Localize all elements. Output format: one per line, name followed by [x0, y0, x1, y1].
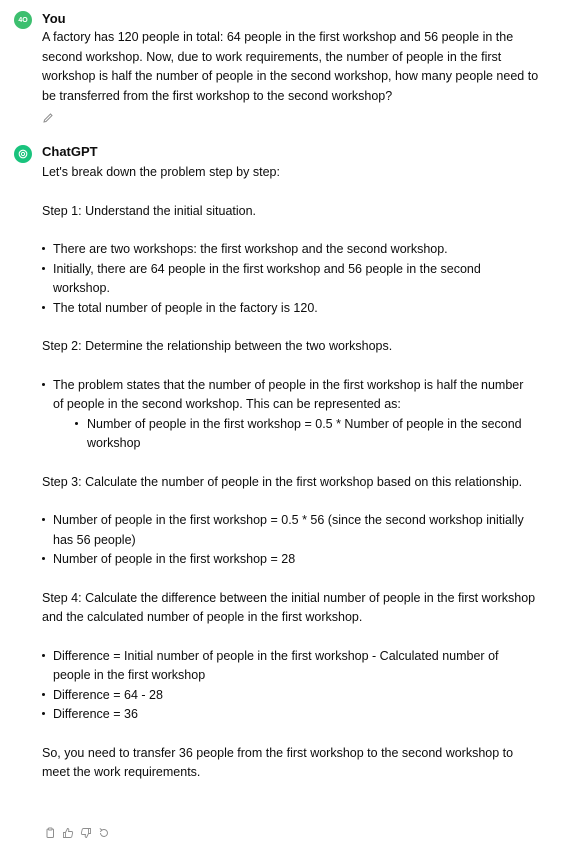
- pencil-icon: [42, 112, 54, 124]
- list-item: Difference = 36: [47, 705, 537, 725]
- user-name: You: [42, 11, 66, 26]
- intro-text: Let's break down the problem step by step:: [42, 165, 280, 179]
- assistant-response: [42, 163, 537, 783]
- regenerate-icon: [98, 827, 110, 839]
- assistant-avatar: [14, 145, 32, 163]
- openai-logo-icon: [17, 148, 29, 160]
- assistant-name: ChatGPT: [42, 144, 98, 159]
- message-actions: [43, 826, 115, 840]
- regenerate-button[interactable]: [97, 826, 111, 840]
- list-item: Number of people in the first workshop = 0.5 * 56 (since the second workshop initially has 56 people): [47, 511, 537, 550]
- conclusion-text: So, you need to transfer 36 people from the first workshop to the second workshop to meet the work requirements.: [42, 745, 514, 779]
- step2-heading: Step 2: Determine the relationship between the two workshops.: [42, 339, 393, 353]
- list-item: Initially, there are 64 people in the first workshop and 56 people in the second workshop.: [47, 260, 537, 299]
- list-item: The total number of people in the factory is 120.: [47, 299, 537, 319]
- list-item-text: The problem states that the number of people in the first workshop is half the number of people in the second workshop. This can be represented as:: [53, 377, 524, 411]
- thumbs-down-icon: [80, 827, 92, 839]
- edit-message-button[interactable]: [42, 112, 54, 124]
- step4-heading: Step 4: Calculate the difference between the initial number of people in the first workshop and the calculated number of people in the first workshop.: [42, 590, 536, 624]
- copy-icon: [44, 827, 56, 839]
- user-message: A factory has 120 people in total: 64 people in the first workshop and 56 people in the second workshop. Now, due to work requirements, the number of people in the first workshop is half the number of people in the second workshop, how many people need to be transferred from the first workshop to the second workshop?: [42, 30, 539, 103]
- list-item: There are two workshops: the first workshop and the second workshop.: [47, 240, 537, 260]
- copy-button[interactable]: [43, 826, 57, 840]
- like-button[interactable]: [61, 826, 75, 840]
- list-item: [47, 376, 537, 454]
- list-item: Difference = Initial number of people in the first workshop - Calculated number of people in the first workshop: [47, 647, 537, 686]
- list-item: Difference = 64 - 28: [47, 686, 537, 706]
- thumbs-up-icon: [62, 827, 74, 839]
- dislike-button[interactable]: [79, 826, 93, 840]
- step1-heading: Step 1: Understand the initial situation.: [42, 203, 257, 218]
- user-avatar: 4O: [14, 11, 32, 29]
- list-item: Number of people in the first workshop = 0.5 * Number of people in the second workshop: [81, 415, 537, 454]
- step3-heading: Step 3: Calculate the number of people in the first workshop based on this relationship.: [42, 474, 523, 489]
- list-item: Number of people in the first workshop = 28: [47, 550, 537, 570]
